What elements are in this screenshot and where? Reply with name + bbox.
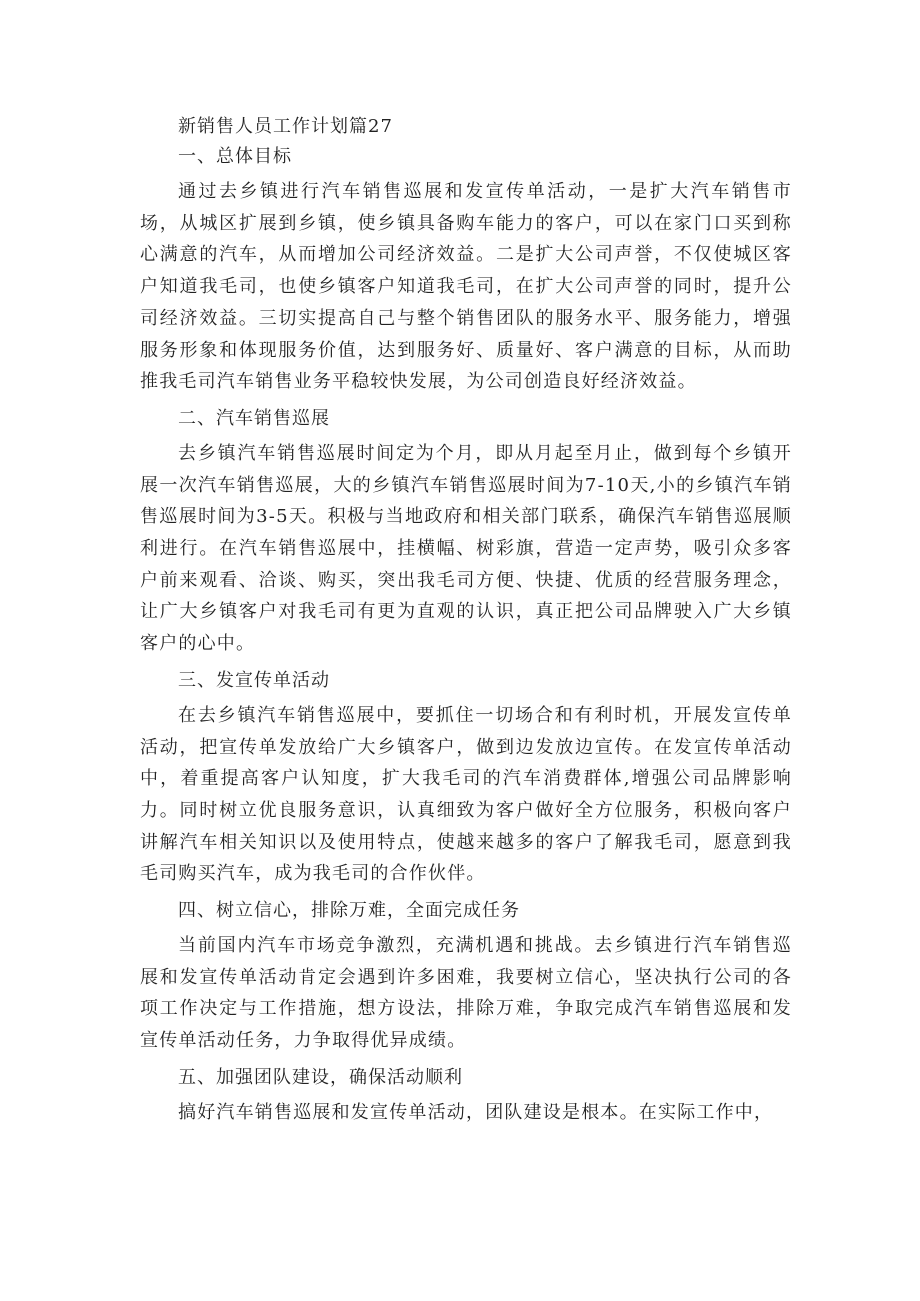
section-heading-5: 五、加强团队建设，确保活动顺利 [178, 1066, 463, 1088]
section-paragraph-1: 通过去乡镇进行汽车销售巡展和发宣传单活动，一是扩大汽车销售市场，从城区扩展到乡镇，使乡镇具备购车能力的客户，可以在家门口买到称心满意的汽车，从而增加公司经济效益。二是扩大公司声誉，不仅使城区客户知道我毛司，也使乡镇客户知道我毛司，在扩大公司声誉的同时，提升公司经济效益。三切实提高自己与整个销售团队的服务水平、服务能力，增强服务形象和体现服务价值，达到服务好、质量好、客户满意的目标，从而助推我毛司汽车销售业务平稳较快发展，为公司创造良好经济效益。 [140, 181, 792, 393]
section-heading-2: 二、汽车销售巡展 [178, 407, 330, 429]
section-paragraph-5: 搞好汽车销售巡展和发宣传单活动，团队建设是根本。在实际工作中， [178, 1101, 774, 1123]
section-heading-4: 四、树立信心，排除万难，全面完成任务 [178, 900, 520, 922]
section-heading-3: 三、发宣传单活动 [178, 669, 330, 691]
section-paragraph-3: 在去乡镇汽车销售巡展中，要抓住一切场合和有利时机，开展发宣传单活动，把宣传单发放给广大乡镇客户，做到边发放边宣传。在发宣传单活动中，着重提高客户认知度，扩大我毛司的汽车消费群体,增强公司品牌影响力。同时树立优良服务意识，认真细致为客户做好全方位服务，积极向客户讲解汽车相关知识以及使用特点，使越来越多的客户了解我毛司，愿意到我毛司购买汽车，成为我毛司的合作伙伴。 [140, 704, 792, 885]
section-paragraph-2: 去乡镇汽车销售巡展时间定为个月，即从月起至月止，做到每个乡镇开展一次汽车销售巡展，大的乡镇汽车销售巡展时间为7-10天,小的乡镇汽车销售巡展时间为3-5天。积极与当地政府和相关部门联系，确保汽车销售巡展顺利进行。在汽车销售巡展中，挂横幅、树彩旗，营造一定声势，吸引众多客户前来观看、洽谈、购买，突出我毛司方便、快捷、优质的经营服务理念，让广大乡镇客户对我毛司有更为直观的认识，真正把公司品牌驶入广大乡镇客户的心中。 [140, 442, 792, 655]
document-title: 新销售人员工作计划篇27 [178, 116, 393, 137]
section-paragraph-4: 当前国内汽车市场竞争激烈，充满机遇和挑战。去乡镇进行汽车销售巡展和发宣传单活动肯定会遇到许多困难，我要树立信心，坚决执行公司的各项工作决定与工作措施，想方设法，排除万难，争取完成汽车销售巡展和发宣传单活动任务，力争取得优异成绩。 [140, 935, 792, 1052]
section-heading-1: 一、总体目标 [178, 146, 292, 167]
document-body [140, 112, 792, 1129]
